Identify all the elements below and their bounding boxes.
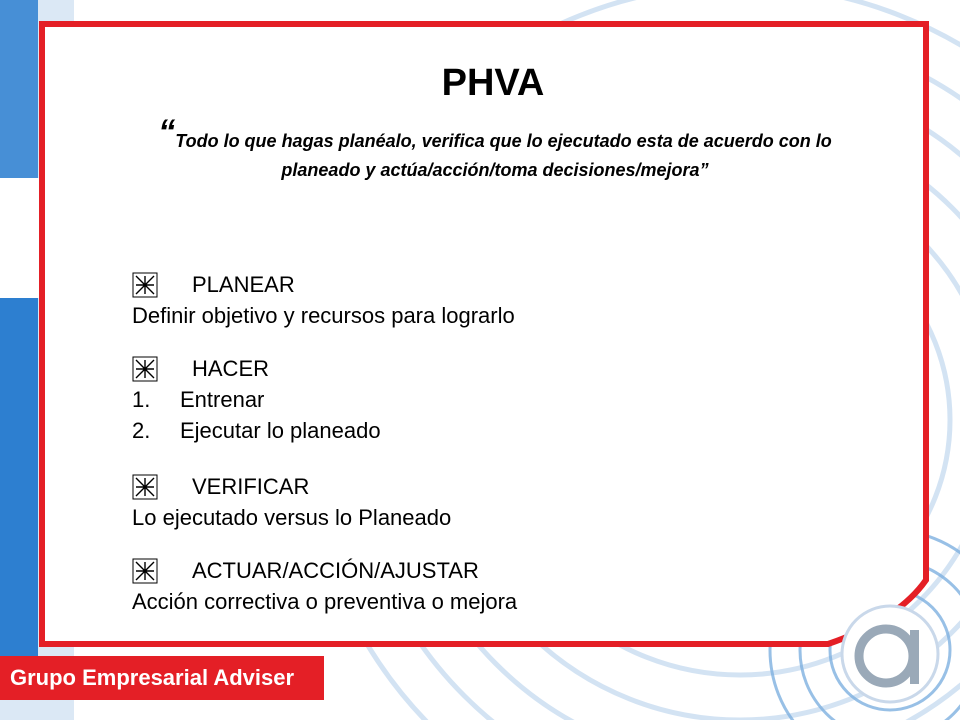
star-box-icon [132,558,158,584]
star-box-icon [132,474,158,500]
quote-text: Todo lo que hagas planéalo, verifica que lo ejecutado esta de acuerdo con lo planeado y actúa/acción/toma decisiones/mejora” [175,131,832,180]
section-label: VERIFICAR [192,474,310,499]
section-label: ACTUAR/ACCIÓN/AJUSTAR [192,558,479,583]
section-verificar [132,472,451,533]
section-body: Lo ejecutado versus lo Planeado [132,505,452,530]
list-number: 1. [132,387,151,412]
list-number: 2. [132,418,151,443]
slide-title: PHVA [441,62,545,104]
section-actuar [132,556,517,617]
section-hacer [132,354,381,446]
star-box-icon [132,356,158,382]
brand-bar: Grupo Empresarial Adviser [0,656,324,700]
list-item [132,384,381,415]
list-text: Entrenar [180,387,265,412]
section-label: HACER [192,356,270,381]
section-planear [132,270,515,331]
list-text: Ejecutar lo planeado [180,418,381,443]
adviser-logo-icon [830,596,950,706]
section-body: Acción correctiva o preventiva o mejora [132,589,518,614]
section-body: Definir objetivo y recursos para lograrlo [132,303,515,328]
quote [120,113,870,185]
list-item [132,415,381,446]
quote-open-mark: “ [158,113,176,151]
numbered-list [132,384,381,446]
star-box-icon [132,272,158,298]
section-label: PLANEAR [192,272,295,297]
